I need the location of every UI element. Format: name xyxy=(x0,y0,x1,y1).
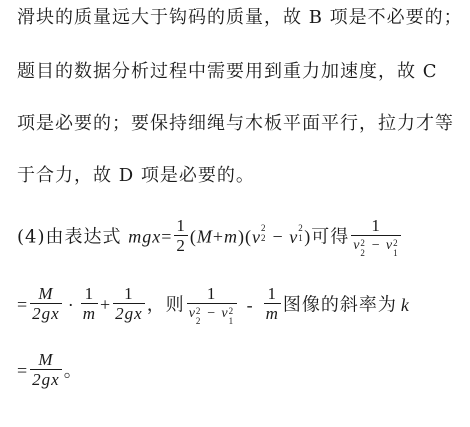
formula-line-1: (4)由表达式 mgx= $\frac{1}{2}$ (M+m)(v 2 2 − v 2 1 )可得 1 v 2 2 − v 2 1 xyxy=(17,218,403,257)
v1-squared: v 2 1 xyxy=(289,223,304,247)
final-fraction: $\frac{M}{2gx}$ xyxy=(32,350,60,389)
kede-text: 可得 xyxy=(311,226,350,248)
k-symbol: k xyxy=(400,294,410,315)
one-over-2gx: $\frac{1}{2gx}$ xyxy=(115,284,143,323)
text-line-3: 项是必要的；要保持细绳与木板平面平行，拉力才等 xyxy=(17,113,454,134)
text-line-2: 题目的数据分析过程中需要用到重力加速度，故 C xyxy=(17,61,438,82)
slope-text: 图像的斜率为 xyxy=(282,294,397,316)
reciprocal-fraction-2: 1 v 2 2 − v 2 1 xyxy=(187,284,237,323)
equals-sign: = xyxy=(161,226,173,247)
mgx-term: mgx xyxy=(128,226,162,247)
text-line-1: 滑块的质量远大于钩码的质量，故 B 项是不必要的； xyxy=(17,7,463,28)
formula-line-2: = $\frac{M}{2gx}$ · $\frac{1}{m}$ + $\frac{1}{2gx}$ ，则 1 v 2 2 − v 2 1 - $\frac{1}{m}$ 图像的斜率为 k xyxy=(17,284,410,326)
part-label: (4)由表达式 xyxy=(17,226,122,248)
one-over-m: $\frac{1}{m}$ xyxy=(82,284,96,323)
one-over-m-2: $\frac{1}{m}$ xyxy=(265,284,279,323)
v2-squared: v 2 2 xyxy=(252,223,267,247)
m-over-2gx: $\frac{M}{2gx}$ xyxy=(32,284,60,323)
reciprocal-fraction: 1 v 2 2 − v 2 1 xyxy=(351,216,401,255)
text-line-4: 于合力，故 D 项是必要的。 xyxy=(17,165,255,186)
formula-line-3: = $\frac{M}{2gx}$ 。 xyxy=(17,350,83,389)
half-fraction: $\frac{1}{2}$ xyxy=(176,216,186,255)
